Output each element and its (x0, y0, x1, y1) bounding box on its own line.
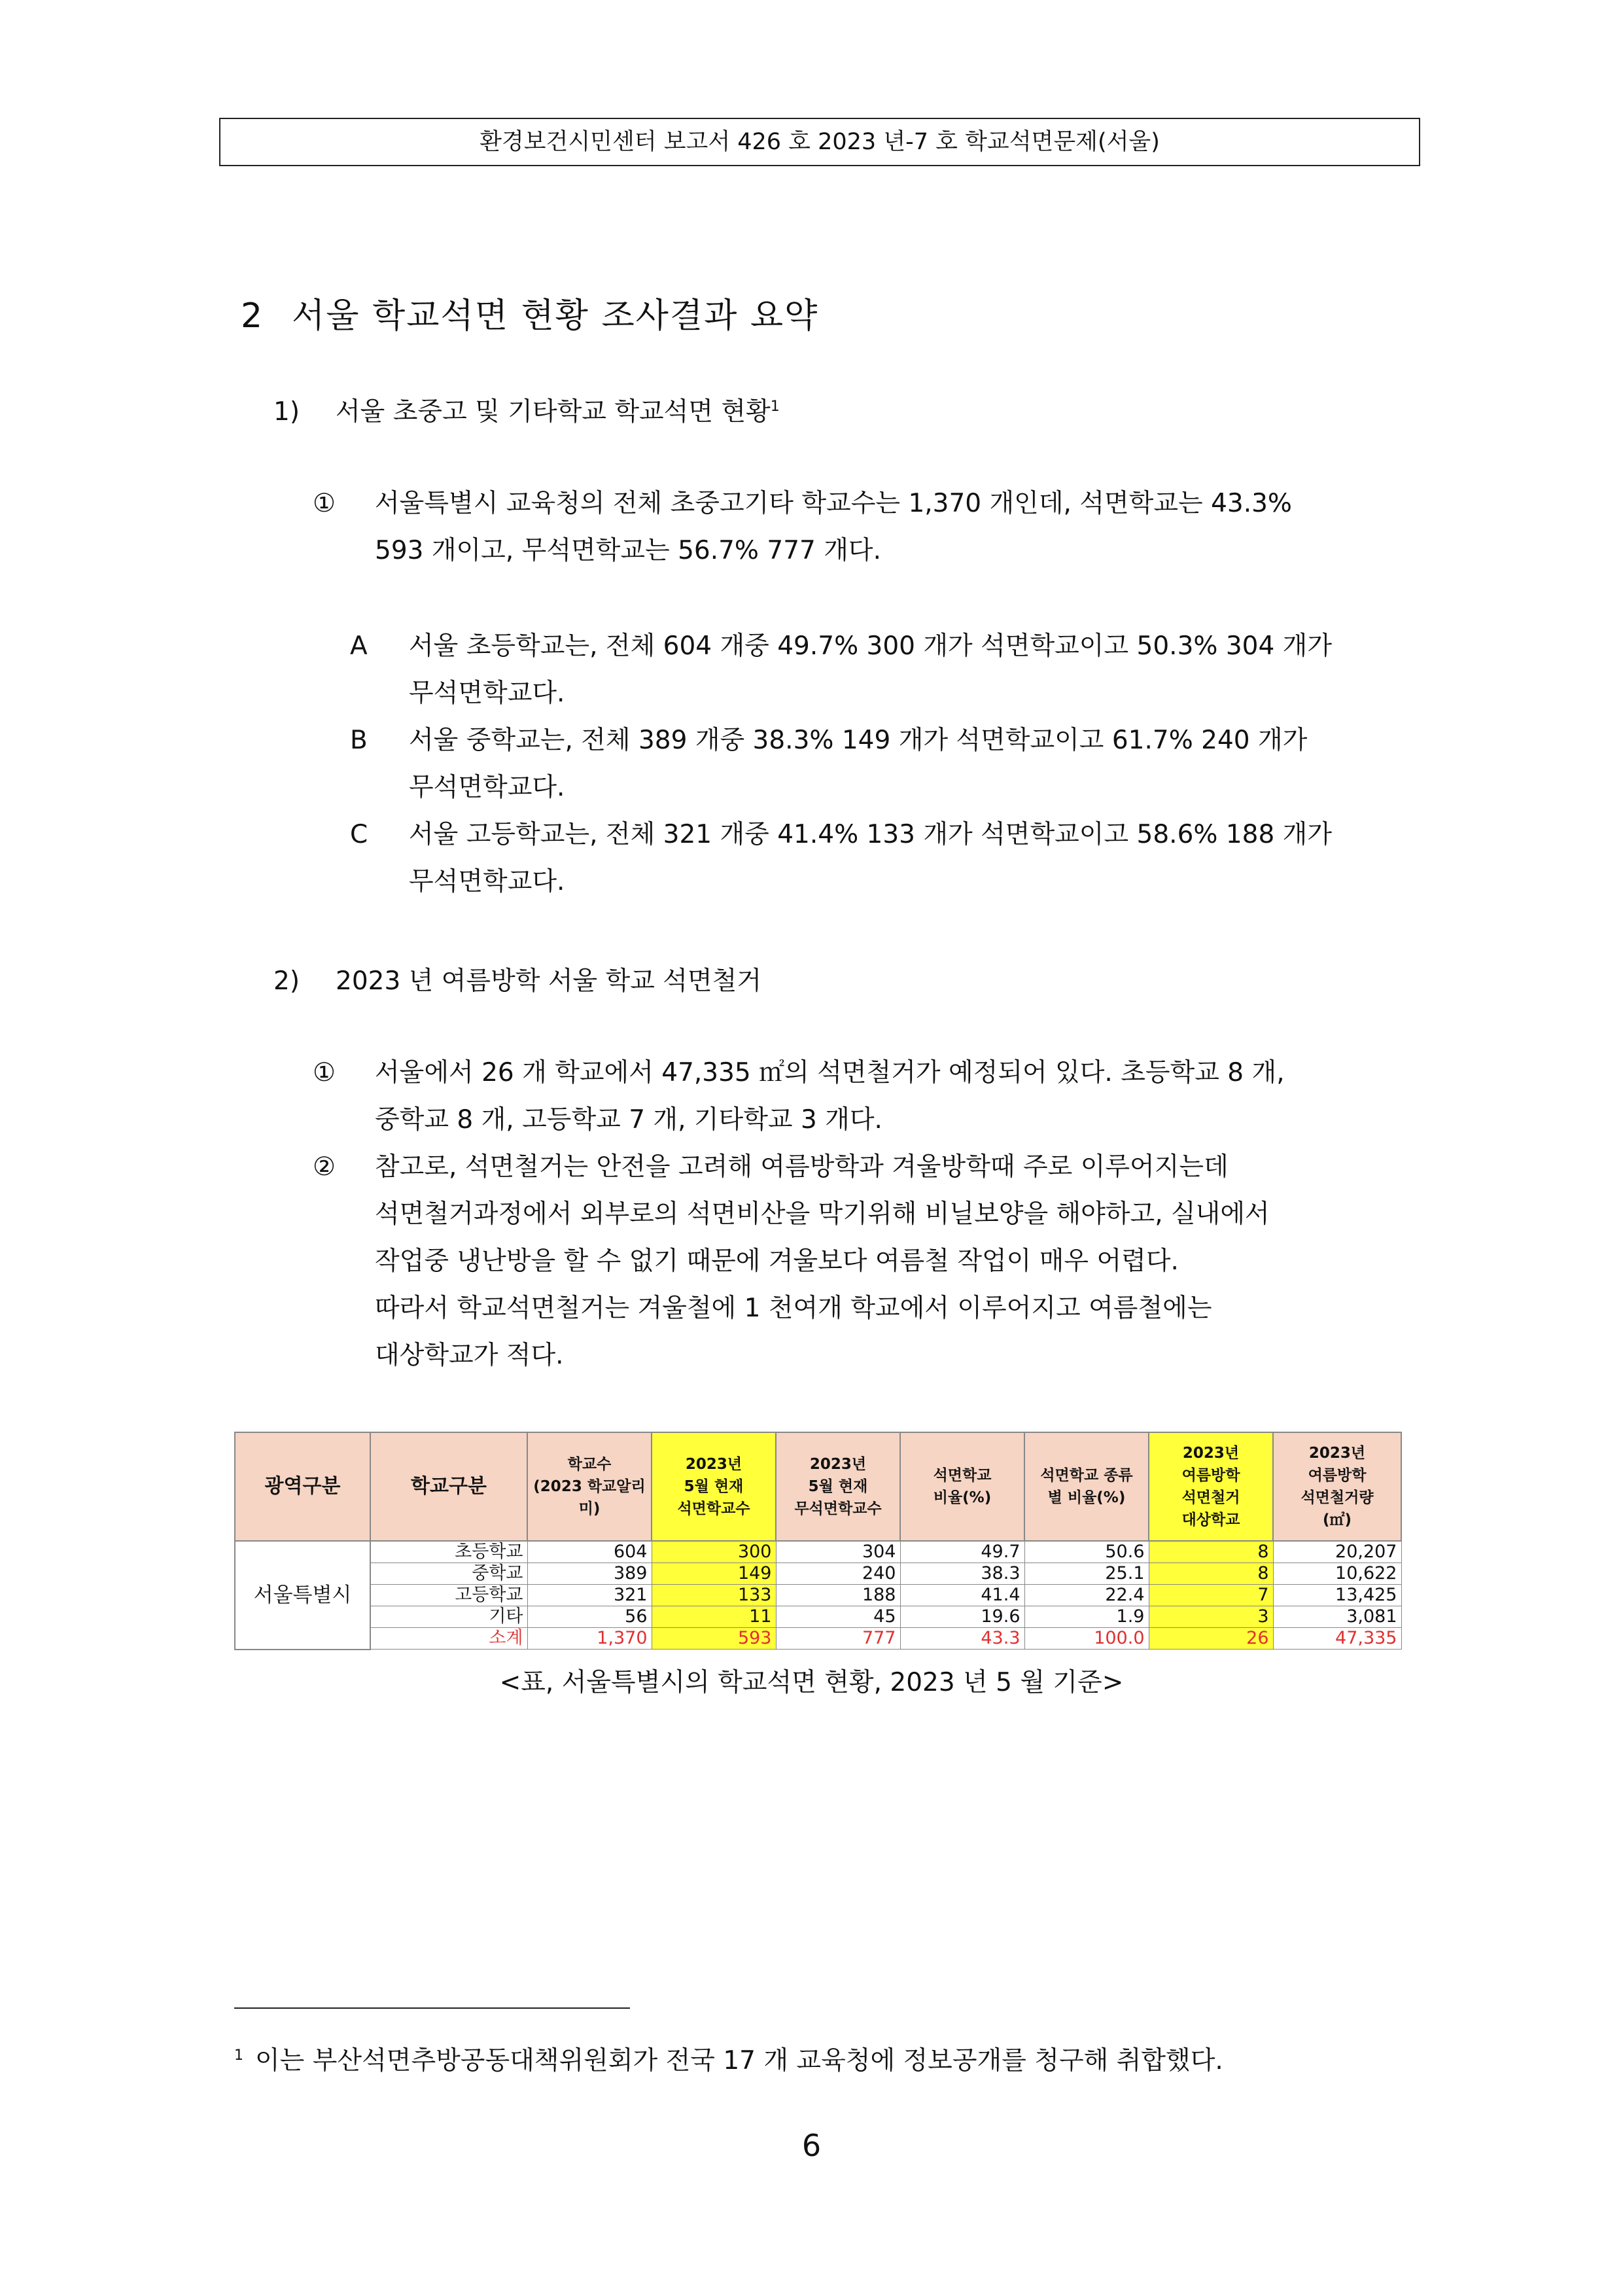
table-row (235, 1563, 1401, 1585)
col-header-region: 광역구분 (235, 1432, 370, 1541)
cell-ratio: 19.6 (900, 1606, 1024, 1628)
cell-type-ratio: 22.4 (1024, 1585, 1149, 1606)
item-line: 작업중 냉난방을 할 수 없기 때문에 겨울보다 여름철 작업이 매우 어렵다. (375, 1246, 1179, 1276)
item-marker: ① (313, 1058, 336, 1087)
cell-type: 중학교 (370, 1563, 527, 1585)
subsection-number: 1) (273, 397, 300, 427)
footnote-text: 이는 부산석면추방공동대책위원회가 전국 17 개 교육청에 정보공개를 청구해 취합했다. (255, 2046, 1223, 2075)
item-line: 무석면학교다. (409, 679, 565, 708)
item-a (350, 623, 1332, 717)
item-line: 무석면학교다. (409, 773, 565, 802)
subsection-title: 서울 초중고 및 기타학교 학교석면 현황 (336, 397, 771, 427)
table-row (235, 1541, 1401, 1563)
cell-asbestos: 300 (652, 1541, 776, 1563)
section-title: 서울 학교석면 현황 조사결과 요약 (292, 296, 819, 336)
col-header-total: 학교수 (2023 학교알리 미) (527, 1432, 652, 1541)
cell-total: 321 (527, 1585, 652, 1606)
footnote (234, 2040, 1223, 2077)
table-row (235, 1606, 1401, 1628)
cell-target: 3 (1149, 1606, 1273, 1628)
region-cell: 서울특별시 (235, 1541, 370, 1650)
col-header-asbestos: 2023년 5월 현재 석면학교수 (652, 1432, 776, 1541)
item-line: 서울특별시 교육청의 전체 초중고기타 학교수는 1,370 개인데, 석면학교는 43.3% (375, 489, 1292, 518)
cell-asbestos: 11 (652, 1606, 776, 1628)
col-header-removal-target: 2023년 여름방학 석면철거 대상학교 (1149, 1432, 1273, 1541)
col-header-non-asbestos: 2023년 5월 현재 무석면학교수 (776, 1432, 900, 1541)
item-marker: B (350, 726, 368, 755)
cell-total: 389 (527, 1563, 652, 1585)
data-table (234, 1432, 1402, 1650)
cell-area: 10,622 (1273, 1563, 1401, 1585)
item-b (350, 717, 1307, 811)
cell-non-asbestos: 777 (776, 1628, 900, 1650)
table-row (235, 1585, 1401, 1606)
item-line: 서울 초등학교는, 전체 604 개중 49.7% 300 개가 석면학교이고 50.3% 304 개가 (409, 631, 1333, 661)
item-marker: A (350, 631, 368, 661)
cell-type-ratio: 25.1 (1024, 1563, 1149, 1585)
item-circled-1 (313, 480, 1292, 574)
item-marker: C (350, 820, 368, 849)
cell-non-asbestos: 240 (776, 1563, 900, 1585)
cell-area: 20,207 (1273, 1541, 1401, 1563)
cell-target: 7 (1149, 1585, 1273, 1606)
item-line: 석면철거과정에서 외부로의 석면비산을 막기위해 비닐보양을 해야하고, 실내에서 (375, 1199, 1270, 1229)
cell-type: 소계 (370, 1628, 527, 1650)
cell-total: 1,370 (527, 1628, 652, 1650)
footnote-ref: 1 (770, 398, 780, 415)
item-marker: ① (313, 489, 336, 518)
cell-non-asbestos: 188 (776, 1585, 900, 1606)
school-asbestos-table (234, 1432, 1401, 1650)
cell-ratio: 38.3 (900, 1563, 1024, 1585)
cell-ratio: 41.4 (900, 1585, 1024, 1606)
item-line: 따라서 학교석면철거는 겨울철에 1 천여개 학교에서 이루어지고 여름철에는 (375, 1294, 1212, 1323)
footnote-number: 1 (234, 2047, 243, 2064)
cell-total: 56 (527, 1606, 652, 1628)
item-line: 무석면학교다. (409, 867, 565, 896)
item-circled-2 (313, 1144, 1270, 1379)
col-header-type: 학교구분 (370, 1432, 527, 1541)
item-line: 참고로, 석면철거는 안전을 고려해 여름방학과 겨울방학때 주로 이루어지는데 (375, 1152, 1229, 1182)
cell-target: 8 (1149, 1563, 1273, 1585)
cell-type: 초등학교 (370, 1541, 527, 1563)
cell-type: 기타 (370, 1606, 527, 1628)
item-line: 서울 고등학교는, 전체 321 개중 41.4% 133 개가 석면학교이고 58.6% 188 개가 (409, 820, 1333, 849)
subsection-number: 2) (273, 966, 300, 996)
cell-ratio: 49.7 (900, 1541, 1024, 1563)
cell-area: 3,081 (1273, 1606, 1401, 1628)
cell-non-asbestos: 304 (776, 1541, 900, 1563)
cell-type-ratio: 100.0 (1024, 1628, 1149, 1650)
cell-asbestos: 133 (652, 1585, 776, 1606)
subsection-heading-1 (273, 391, 780, 428)
section-heading (241, 288, 818, 337)
col-header-ratio: 석면학교 비율(%) (900, 1432, 1024, 1541)
table-caption: <표, 서울특별시의 학교석면 현황, 2023 년 5 월 기준> (499, 1668, 1124, 1697)
cell-type-ratio: 50.6 (1024, 1541, 1149, 1563)
cell-asbestos: 593 (652, 1628, 776, 1650)
col-header-removal-area: 2023년 여름방학 석면철거량 (㎡) (1273, 1432, 1401, 1541)
item-c (350, 811, 1332, 906)
item-marker: ② (313, 1152, 336, 1182)
table-header-row (235, 1432, 1401, 1541)
subsection-heading-2 (273, 961, 761, 997)
item-line: 중학교 8 개, 고등학교 7 개, 기타학교 3 개다. (375, 1105, 882, 1135)
cell-target: 8 (1149, 1541, 1273, 1563)
cell-asbestos: 149 (652, 1563, 776, 1585)
cell-ratio: 43.3 (900, 1628, 1024, 1650)
report-header: 환경보건시민센터 보고서 426 호 2023 년-7 호 학교석면문제(서울) (219, 118, 1420, 166)
item-line: 서울 중학교는, 전체 389 개중 38.3% 149 개가 석면학교이고 61.7% 240 개가 (409, 726, 1308, 755)
table-row-total (235, 1628, 1401, 1650)
item-circled-1 (313, 1050, 1285, 1144)
item-line: 593 개이고, 무석면학교는 56.7% 777 개다. (375, 536, 881, 565)
cell-area: 13,425 (1273, 1585, 1401, 1606)
cell-non-asbestos: 45 (776, 1606, 900, 1628)
footnote-divider (234, 2007, 630, 2009)
cell-total: 604 (527, 1541, 652, 1563)
item-line: 서울에서 26 개 학교에서 47,335 ㎡의 석면철거가 예정되어 있다. 초등학교 8 개, (375, 1058, 1285, 1087)
col-header-type-ratio: 석면학교 종류 별 비율(%) (1024, 1432, 1149, 1541)
page-number: 6 (801, 2128, 822, 2163)
cell-type-ratio: 1.9 (1024, 1606, 1149, 1628)
cell-area: 47,335 (1273, 1628, 1401, 1650)
cell-target: 26 (1149, 1628, 1273, 1650)
item-line: 대상학교가 적다. (375, 1341, 564, 1370)
section-number: 2 (241, 296, 264, 336)
subsection-title: 2023 년 여름방학 서울 학교 석면철거 (336, 966, 761, 996)
cell-type: 고등학교 (370, 1585, 527, 1606)
